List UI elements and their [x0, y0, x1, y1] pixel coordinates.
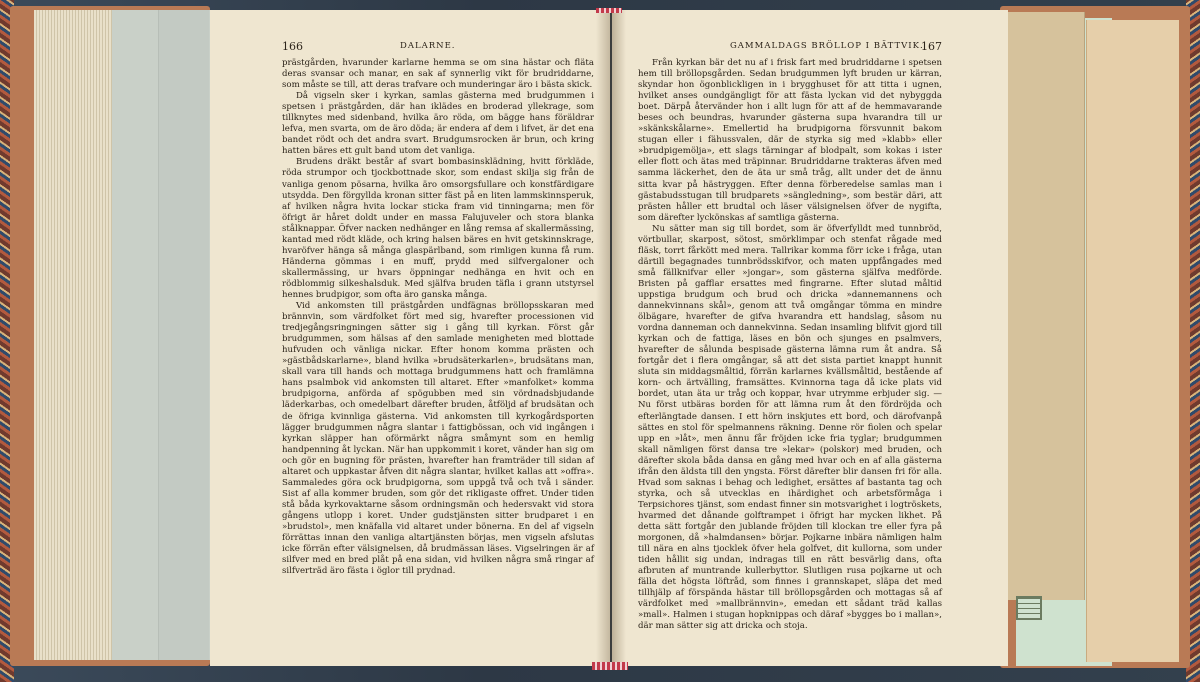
left-running-title: DALARNE. — [400, 41, 456, 51]
patterned-tab — [1016, 596, 1042, 620]
paragraph: prästgården, hvarunder karlarne hemma se om sina hästar och fläta deras svansar och manar, en sak af synnerlig vikt för brudriddarne, som måste se till, att deras trafvare och munderingar äro i bästa skick. — [282, 58, 594, 91]
left-page-number: 166 — [282, 40, 303, 53]
right-running-head — [638, 40, 942, 56]
paragraph: Nu sätter man sig till bordet, som är öfverfylldt med tunnbröd, vörtbullar, skarpost, sötost, smörklimpar och stenfat rågade med fläsk, torrt fårkött med mera. Tallrikar komma förr icke i fråga, utan därtill begagnades tunnbrödsskifvor, och maten uppfångades med små fällknifvar eller »jongar», som gästerna själfva medförde. Bristen på gafflar ersattes med fingrarne. Efter slutad måltid uppstiga brudgum och brud och dricka »dannemannens och dannekvinnans skål», genom att två omgångar tömma en mindre ölbägare, hvarefter de gifva hvarandra ett handslag, såsom nu vordna danneman och dannekvinna. Sedan insamling blifvit gjord till kyrkan och de fattiga, läses en bön och sjunges en psalmvers, hvarefter de sålunda bespisade gästerna lämna rum åt andra. Så fortgår det i flera omgångar, så att det sista partiet knappt hunnit sluta sin middagsmåltid, förrän karlarnes kvällsmåltid, bestående af korn- och ärtvälling, framsättes. Kvinnorna taga då icke plats vid bordet, utan äta ur tråg och koppar, hvar utrymme erbjuder sig. — Nu först utbäras borden för att lämna rum åt den fördröjda och efterlängtade dansen. I ett hörn inskjutes ett bord, och därofvanpå sättes en stol för spelmannens räkning. Denne rör fiolen och spelar upp en »låt», men ännu får fröjden icke fria tyglar; brudgummen skall nämligen först dansa tre »lekar» (polskor) med bruden, och därefter skola båda dansa en gång med hvar och en af alla gästerna ifrån den äldsta till den yngsta. Först därefter blir dansen fri för alla. Hvad som saknas i behag och ledighet, ersättes af bastanta tag och styrka, och så utvecklas en ihärdighet och arbetsförmåga i Terpsichores tjänst, som endast finner sin motsvarighet i logtröskets, hvarmed det dånande golftrampet i öfrigt har mycken likhet. På detta sätt fortgår den jublande fröjden till klockan tre eller fyra på morgonen, då »halmdansen» börjar. Pojkarne inbära nämligen halm till nära en alns tjocklek öfver hela golfvet, dit kullorna, som under tiden hållit sig undan, indragas till en rätt besvärlig dans, ofta afbruten af muntrande kullerbyttor. Slutligen rusa pojkarne ut och fälla det högsta löftråd, som finnes i grannskapet, släpa det med tillhjälp af förspända hästar till bröllopsgården och mottagas så af värdfolket med »mallbrännvin», emedan ett sådant träd kallas »mall». Halmen i stugan hopknippas och däraf »bygges bo i mallan», där man sätter sig att dricka och stoja. — [638, 223, 942, 632]
left-text-block — [282, 58, 594, 577]
paragraph: Brudens dräkt består af svart bombasinsklädning, hvitt förkläde, röda strumpor och tjockbottnade skor, som endast skilja sig från de vanliga genom pösarna, hvilka äro omsorgsfullare och konstfärdigare utsydda. Den förgyllda kronan sitter fäst på en liten lammskinnsperuk, af hvilken några hvita lockar sticka fram vid tinningarna; men för öfrigt är håret doldt under en massa Falujuveler och stora blanka stålknappar. Öfver nacken nedhänger en lång remsa af skallermässing, kantad med rödt kläde, och kring halsen bäres en hvit getskinnskrage, hvaröfver hänga så många glaspärlband, som rimligen kunna få rum. Händerna gömmas i en muff, prydd med silfvergaloner och skallermässing, ur hvars öppningar nedhänga en hvit och en rödblommig silkeshalsduk. Med själfva bruden täfla i grann utstyrsel hennes brudpigor, som ofta äro ganska många. — [282, 157, 594, 300]
headband-bottom — [592, 662, 628, 670]
right-running-title: GAMMALDAGS BRÖLLOP I BÄTTVIK. — [730, 41, 924, 51]
headband-top — [596, 8, 622, 13]
paragraph: Vid ankomsten till prästgården undfägnas bröllopsskaran med brännvin, som värdfolket fört med sig, hvarefter processionen vid tredjegångsringningen sätter sig i gång till kyrkan. Först går brudgummen, som hälsas af den samlade menigheten med blottade hufvuden och vänliga nickar. Efter honom komma prästen och »gästbådskarlarne», bland hvilka »brudsäterkarlen», brudsätans man, skall vara till hands och mottaga brudgummens hatt och framlämna hans psalmbok vid ankomsten till altaret. Efter »manfolket» komma brudpigorna, anförda af spögubben med sin vördnadsbjudande läderkarbas, och omedelbart därefter bruden, åtföljd af brudsätan och de öfriga kvinnliga gästerna. Vid ankomsten till kyrkogårdsporten lägger brudgummen några slantar i fattigbössan, och vid ingången i kyrkan släpper han oförmärkt några småmynt som en hemlig handpenning åt lyckan. När han uppkommit i koret, vänder han sig om och gör en bugning för prästen, hvarefter han framträder till sidan af altaret och uppkastar åfven dit några slantar, hvilket kallas att »offra». Sammaledes göra ock brudpigorna, som uppgå två och två i sänder. Sist af alla kommer bruden, som gör det rikligaste offret. Under tiden stå båda kyrkovaktarne såsom ordningsmän och hedersvakt vid stora gångens utlopp i koret. Under gudstjänsten sitter brudparet i en »brudstol», men knäfalla vid altaret under bönerna. En del af vigseln förrättas innan den vanliga altartjänsten börjas, men vigseln afslutas icke förrän efter välsignelsen, då brudmässan läses. Vigselringen är af silfver med en bred plåt på ena sidan, vid hvilken några små ringar af silfverträd äro fästa i öglor till prydnad. — [282, 301, 594, 577]
book-gutter — [596, 10, 626, 666]
right-page — [612, 10, 1008, 666]
inserted-sheet-tan — [1086, 20, 1179, 662]
right-page-number: 167 — [921, 40, 942, 53]
paragraph: Från kyrkan bär det nu af i frisk fart med brudriddarne i spetsen hem till bröllopsgården. Sedan brudgummen lyft bruden ur kärran, skyndar hon ögonblickligen in i brygghuset för att titta i ugnen, hvilket anses oundgängligt för att fästa lyckan vid det nybyggda boet. Därpå återvänder hon i allt lugn för att af de hemmavarande beses och beundras, hvarunder gästerna supa hvarandra till ur »skänkskålarne». Emellertid ha brudpigorna försvunnit bakom stugan eller i fähussvalen, där de styrka sig med »klabb» eller »brudpigemölja», ett slags tärningar af blodpalt, som kokas i ister eller flott och ätas med träpinnar. Brudriddarne trakteras äfven med samma läckerhet, den de äta ur små tråg, allt under det de ännu sitta kvar på hästryggen. Efter denna förberedelse samlas man i gästabudsstugan till brudparets »sängledning», som bestär däri, att prästen håller ett brudtal och läser välsignelsen öfver de nygifta, som därefter lyckönskas af samtliga gästerna. — [638, 58, 942, 223]
left-running-head — [282, 40, 594, 56]
right-text-block — [638, 58, 942, 632]
left-page — [210, 10, 610, 666]
page-edges-left — [34, 10, 114, 660]
paragraph: Då vigseln sker i kyrkan, samlas gästerna med brudgummen i spetsen i prästgården, där han iklädes en broderad yllekrage, som tillknytes med sidenband, hvilka äro röda, om bägge hans föräldrar lefva, men svarta, om de äro döda; är endera af dem i lifvet, är det ena bandet rödt och det andra svart. Brudgumsrocken är brun, och kring hatten bäres ett gult band utom det vanliga. — [282, 91, 594, 157]
inserted-sheet-right — [1004, 12, 1084, 600]
bookmark-sheet-left — [158, 10, 209, 660]
